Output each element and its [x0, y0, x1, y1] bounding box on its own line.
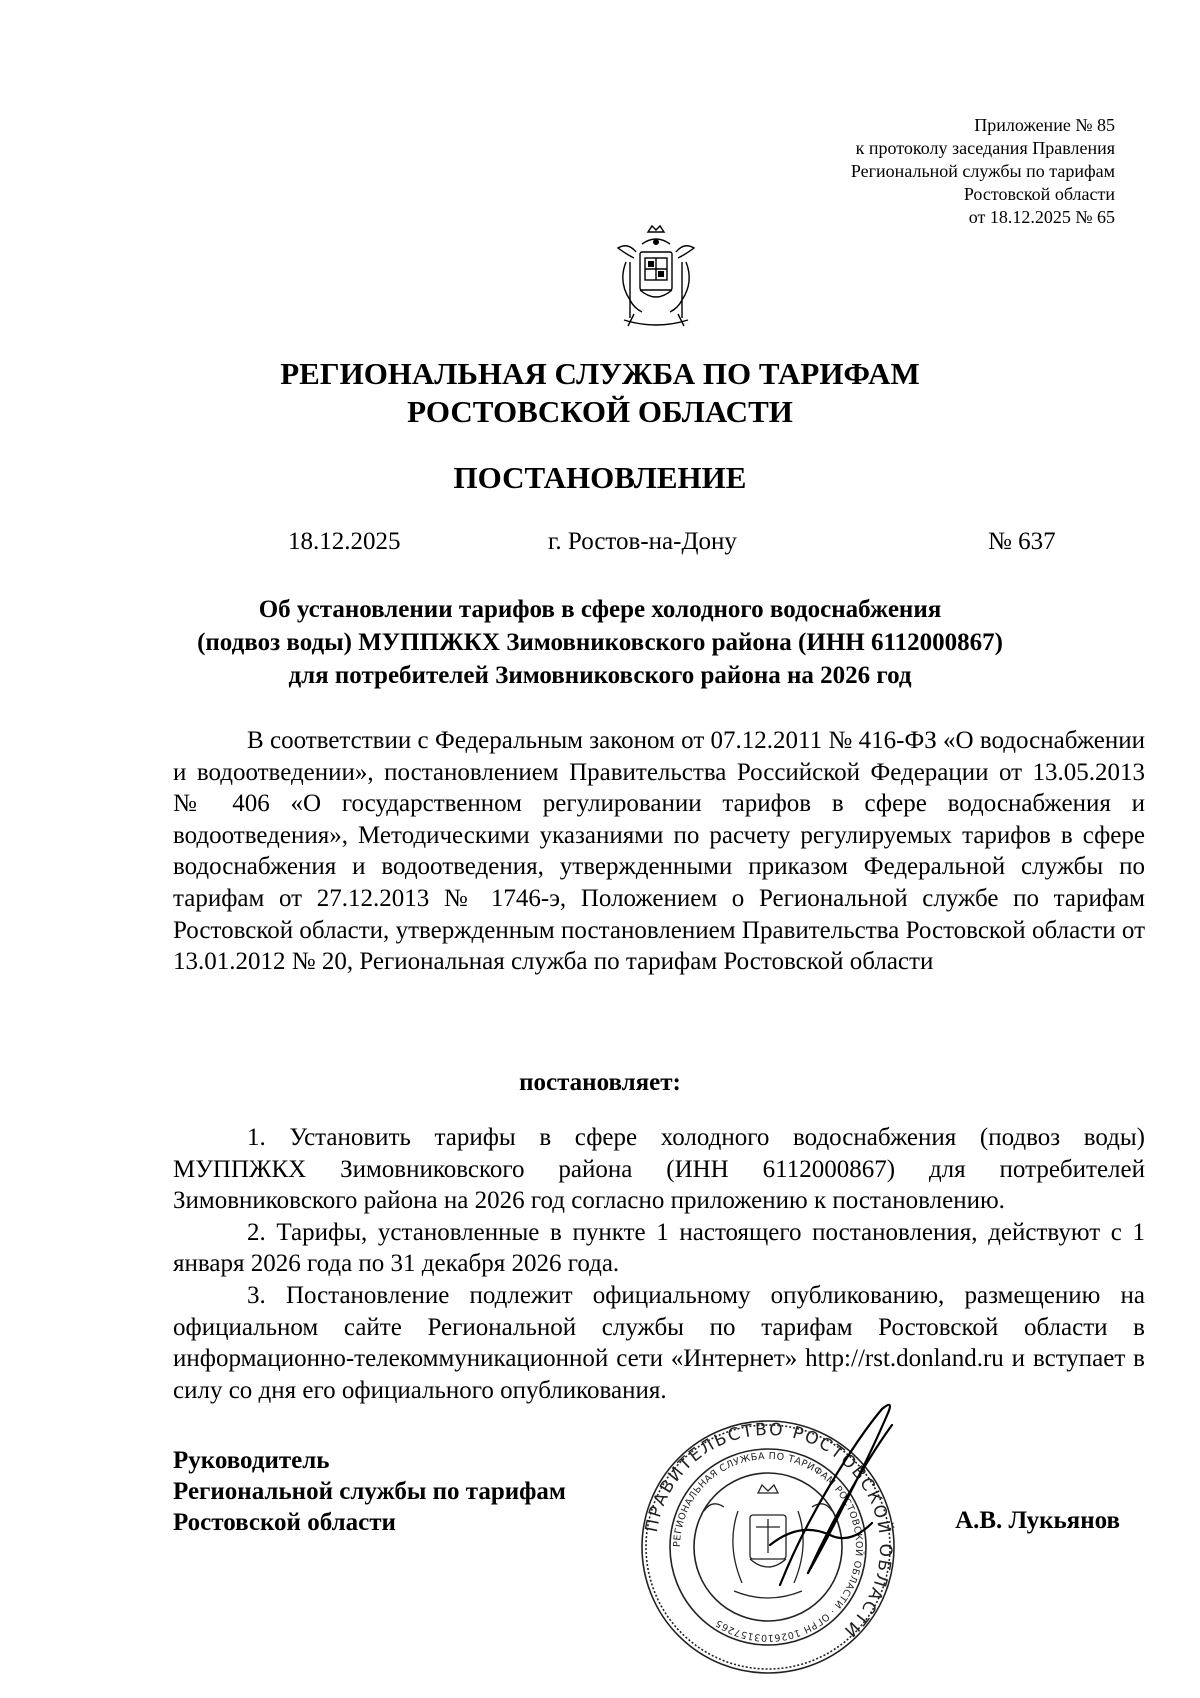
- resolution-item: 2. Тарифы, установленные в пункте 1 настоящего постановления, действуют с 1 января 2026 года по 31 декабря 2026 года.: [173, 1218, 1145, 1278]
- coat-of-arms-icon: [608, 222, 704, 334]
- organization-line: РЕГИОНАЛЬНАЯ СЛУЖБА ПО ТАРИФАМ: [280, 356, 920, 391]
- appendix-line: от 18.12.2025 № 65: [968, 207, 1115, 227]
- resolution-item: 3. Постановление подлежит официальному опубликованию, размещению на официальном сайте Региональной службы по тарифам Ростовской области в информационно-телекоммуникационной сети «Интернет» http://rst.donland.ru и вступает в силу со дня его официального опубликования.: [173, 1281, 1145, 1404]
- document-date: 18.12.2025: [288, 528, 401, 555]
- title-line: Об установлении тарифов в сфере холодного водоснабжения: [258, 596, 942, 623]
- document-number: № 637: [988, 528, 1056, 555]
- signer-position: [173, 1445, 566, 1538]
- organization-line: РОСТОВСКОЙ ОБЛАСТИ: [407, 394, 793, 429]
- title-line: для потребителей Зимовниковского района на 2026 год: [288, 662, 912, 689]
- signer-name: А.В. Лукьянов: [955, 1507, 1120, 1534]
- resolves-heading: постановляет:: [519, 1069, 681, 1096]
- signer-position-line: Ростовской области: [173, 1509, 396, 1536]
- resolution-item: 1. Установить тарифы в сфере холодного водоснабжения (подвоз воды) МУППЖКХ Зимовниковского района (ИНН 6112000867) для потребителей Зимовниковского района на 2026 год согласно приложению к постановлению.: [173, 1124, 1145, 1215]
- title-line: (подвоз воды) МУППЖКХ Зимовниковского района (ИНН 6112000867): [197, 629, 1003, 656]
- svg-text:РЕГИОНАЛЬНАЯ СЛУЖБА ПО ТАРИФАМ: РЕГИОНАЛЬНАЯ СЛУЖБА ПО ТАРИФАМ РОСТОВСКОЙ ОБЛАСТИ · ОГРН 1026103157265: [671, 1450, 865, 1644]
- signer-position-line: Руководитель: [173, 1447, 330, 1474]
- resolution-items: [173, 1122, 1145, 1406]
- organization-name: [0, 355, 1200, 431]
- appendix-line: к протоколу заседания Правления: [855, 138, 1115, 158]
- signer-position-line: Региональной службы по тарифам: [173, 1478, 566, 1505]
- appendix-line: Региональной службы по тарифам: [850, 161, 1115, 181]
- document-type: ПОСТАНОВЛЕНИЕ: [453, 460, 747, 495]
- svg-text:ПРАВИТЕЛЬСТВО РОСТОВСКОЙ ОБЛАС: ПРАВИТЕЛЬСТВО РОСТОВСКОЙ ОБЛАСТИ: [641, 1419, 896, 1642]
- appendix-line: Ростовской области: [963, 184, 1115, 204]
- appendix-line: Приложение № 85: [974, 115, 1115, 135]
- preamble-paragraph: В соответствии с Федеральным законом от 07.12.2011 № 416-ФЗ «О водоснабжении и водоотведении», постановлением Правительства Российской Федерации от 13.05.2013 № 406 «О государственном регулировании тарифов в сфере водоснабжения и водоотведения», Методическими указаниями по расчету регулируемых тарифов в сфере водоснабжения и водоотведения, утвержденными приказом Федеральной службы по тарифам от 27.12.2013 № 1746-э, Положением о Региональной службе по тарифам Ростовской области, утвержденным постановлением Правительства Ростовской области от 13.01.2012 № 20, Региональная служба по тарифам Ростовской области: [173, 727, 1145, 976]
- appendix-note: [695, 114, 1115, 229]
- document-city: г. Ростов-на-Дону: [548, 528, 737, 555]
- signature-icon: [760, 1395, 900, 1595]
- document-title: [0, 593, 1200, 692]
